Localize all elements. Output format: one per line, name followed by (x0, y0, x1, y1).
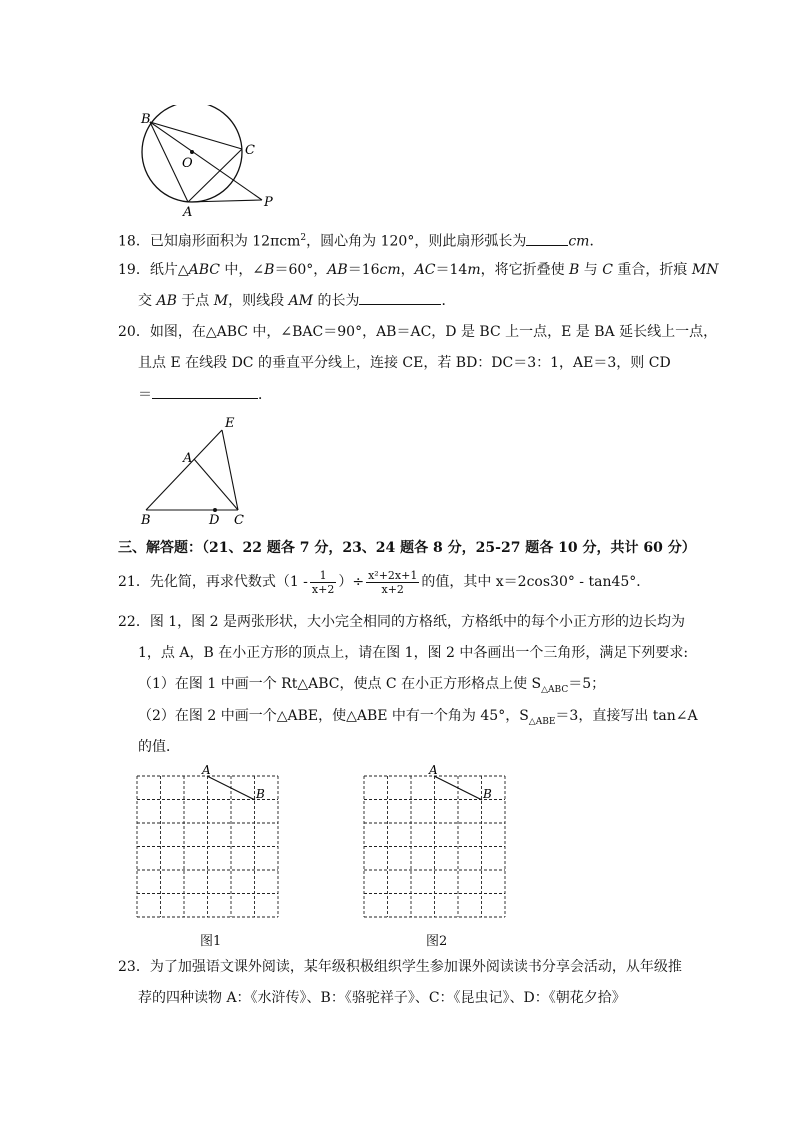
label-b: B (483, 787, 492, 801)
q23-number: 23． (118, 959, 150, 975)
question-22-line5 (138, 737, 180, 757)
q19-text: AB (156, 293, 177, 309)
q22-text-l2: 1，点 A，B 在小正方形的顶点上，请在图 1，图 2 中各画出一个三角形，满足下列要求: (138, 645, 689, 661)
q19-text: 中，∠ (219, 262, 265, 278)
q19-text: MN (691, 262, 719, 278)
q21-f2-num: x²+2x+1 (368, 568, 418, 582)
q19-text: ABC (188, 262, 220, 278)
q22-text-l5: 的值． (138, 739, 180, 755)
q19-text: 于点 (176, 293, 214, 309)
q19-text: B (569, 262, 580, 278)
q19-text: AC (414, 262, 436, 278)
q19-number: 19． (118, 262, 150, 278)
label-o: O (182, 156, 193, 171)
label-a: A (429, 763, 438, 777)
q21-pre: 先化简，再求代数式（1 - (149, 574, 308, 590)
q20-number: 20． (118, 324, 150, 340)
grid-figure-1 (130, 760, 290, 925)
q19-text: ＝60°， (274, 262, 328, 278)
q20-text-l1: 如图，在△ABC 中，∠BAC＝90°，AB＝AC，D 是 BC 上一点，E 是 BA 延长线上一点， (149, 324, 718, 340)
q22-number: 22． (118, 614, 150, 630)
q21-fraction-2 (366, 569, 419, 596)
q21-fraction-1 (310, 569, 336, 596)
section-3-heading: 三、解答题：（21、22 题各 7 分，23、24 题各 8 分，25-27 题各 10 分，共计 60 分） (118, 540, 696, 556)
label-a: A (202, 763, 211, 777)
question-20-line2 (138, 353, 671, 373)
segment-ac (194, 459, 238, 510)
question-18 (118, 228, 603, 252)
segment-ec (222, 430, 238, 510)
grid-2-caption: 图2 (426, 934, 448, 949)
q19-text: 的长为 (313, 293, 360, 309)
grid-figure-2 (357, 760, 517, 925)
q22-text-l3a: （1）在图 1 中画一个 Rt△ABC，使点 C 在小正方形格点上使 S (138, 676, 542, 692)
center-dot (190, 150, 194, 154)
triangle-figure (135, 410, 255, 530)
label-a: A (183, 451, 193, 466)
q19-text: 纸片△ (149, 262, 189, 278)
point-d (213, 508, 217, 512)
q19-text: 与 (579, 262, 603, 278)
q22-sub-abe: △ABE (528, 716, 556, 727)
q20-end: ． (258, 387, 272, 403)
q19-end: ． (441, 293, 456, 309)
label-p: P (264, 195, 273, 210)
q19-text: 交 (138, 293, 157, 309)
q20-text-l2: 且点 E 在线段 DC 的垂直平分线上，连接 CE，若 BD：DC＝3：1，AE＝3，则 CD (138, 355, 671, 371)
q18-number: 18． (118, 233, 150, 250)
q21-post: 的值，其中 x＝2cos30° - tan45°． (421, 574, 651, 590)
segment-bc (150, 122, 242, 149)
q18-sup: 2 (300, 233, 307, 243)
q19-text: m (467, 262, 481, 278)
q19-text: B (264, 262, 275, 278)
question-23-line2 (138, 988, 626, 1008)
question-20-line1 (118, 322, 717, 342)
q19-text: AB (327, 262, 348, 278)
q18-text1: 已知扇形面积为 12πcm (149, 233, 301, 250)
q18-text2: ，圆心角为 120°，则此扇形弧长为 (306, 233, 527, 250)
q23-text-l2: 荐的四种读物 A：《水浒传》、B：《骆驼祥子》、C：《昆虫记》、D：《朝花夕拾》 (138, 990, 626, 1006)
label-b: B (141, 112, 151, 127)
question-22-line2 (138, 643, 688, 663)
q21-f1-den: x+2 (311, 582, 335, 596)
q18-end: ． (589, 233, 604, 250)
q19-text: cm (379, 262, 401, 278)
q20-eq: ＝ (138, 387, 152, 403)
question-22-line4 (138, 706, 698, 732)
q18-unit: cm (568, 233, 590, 250)
q22-sub-abc: △ABC (541, 684, 569, 695)
segment-ca (188, 149, 242, 202)
question-21 (118, 568, 650, 596)
q23-text-l1: 为了加强语文课外阅读，某年级积极组织学生参加课外阅读读书分享会活动，从年级推 (149, 959, 682, 975)
q19-text: AM (288, 293, 314, 309)
q21-f1-num: 1 (310, 569, 336, 583)
q21-f2-den: x+2 (381, 582, 404, 596)
q19-text: M (213, 293, 229, 309)
label-d: D (209, 513, 220, 528)
q19-text: ＝16 (347, 262, 380, 278)
q22-text-l4b: ＝3，直接写出 tan∠A (555, 708, 698, 724)
q22-text-l4a: （2）在图 2 中画一个△ABE，使△ABE 中有一个角为 45°，S (138, 708, 529, 724)
q19-text: ，将它折叠使 (480, 262, 570, 278)
q19-text: ， (400, 262, 415, 278)
question-22-line3 (138, 674, 605, 700)
circle-figure (130, 105, 290, 220)
question-19-line1 (118, 260, 718, 280)
segment-be (146, 430, 222, 510)
q22-text-l3b: ＝5； (568, 676, 606, 692)
question-22-line1 (118, 612, 685, 632)
q19-text: C (602, 262, 613, 278)
q19-text: 重合，折痕 (612, 262, 692, 278)
q19-answer-blank[interactable] (359, 290, 441, 305)
label-e: E (225, 416, 235, 431)
question-23-line1 (118, 957, 682, 977)
q19-text: ＝14 (435, 262, 468, 278)
label-c: C (234, 513, 244, 528)
q21-number: 21． (118, 574, 150, 590)
q18-answer-blank[interactable] (526, 231, 568, 246)
label-c: C (245, 143, 255, 158)
question-19-line2 (138, 290, 455, 311)
segment-bp (150, 122, 262, 200)
q21-mid: ）÷ (338, 574, 365, 590)
question-20-line3 (138, 384, 272, 405)
grid-1-caption: 图1 (200, 934, 222, 949)
q19-text: ，则线段 (228, 293, 289, 309)
q20-answer-blank[interactable] (152, 384, 258, 399)
q22-text-l1: 图 1，图 2 是两张形状，大小完全相同的方格纸，方格纸中的每个小正方形的边长均为 (149, 614, 685, 630)
label-a: A (183, 205, 193, 220)
label-b: B (141, 513, 151, 528)
label-b: B (256, 787, 265, 801)
